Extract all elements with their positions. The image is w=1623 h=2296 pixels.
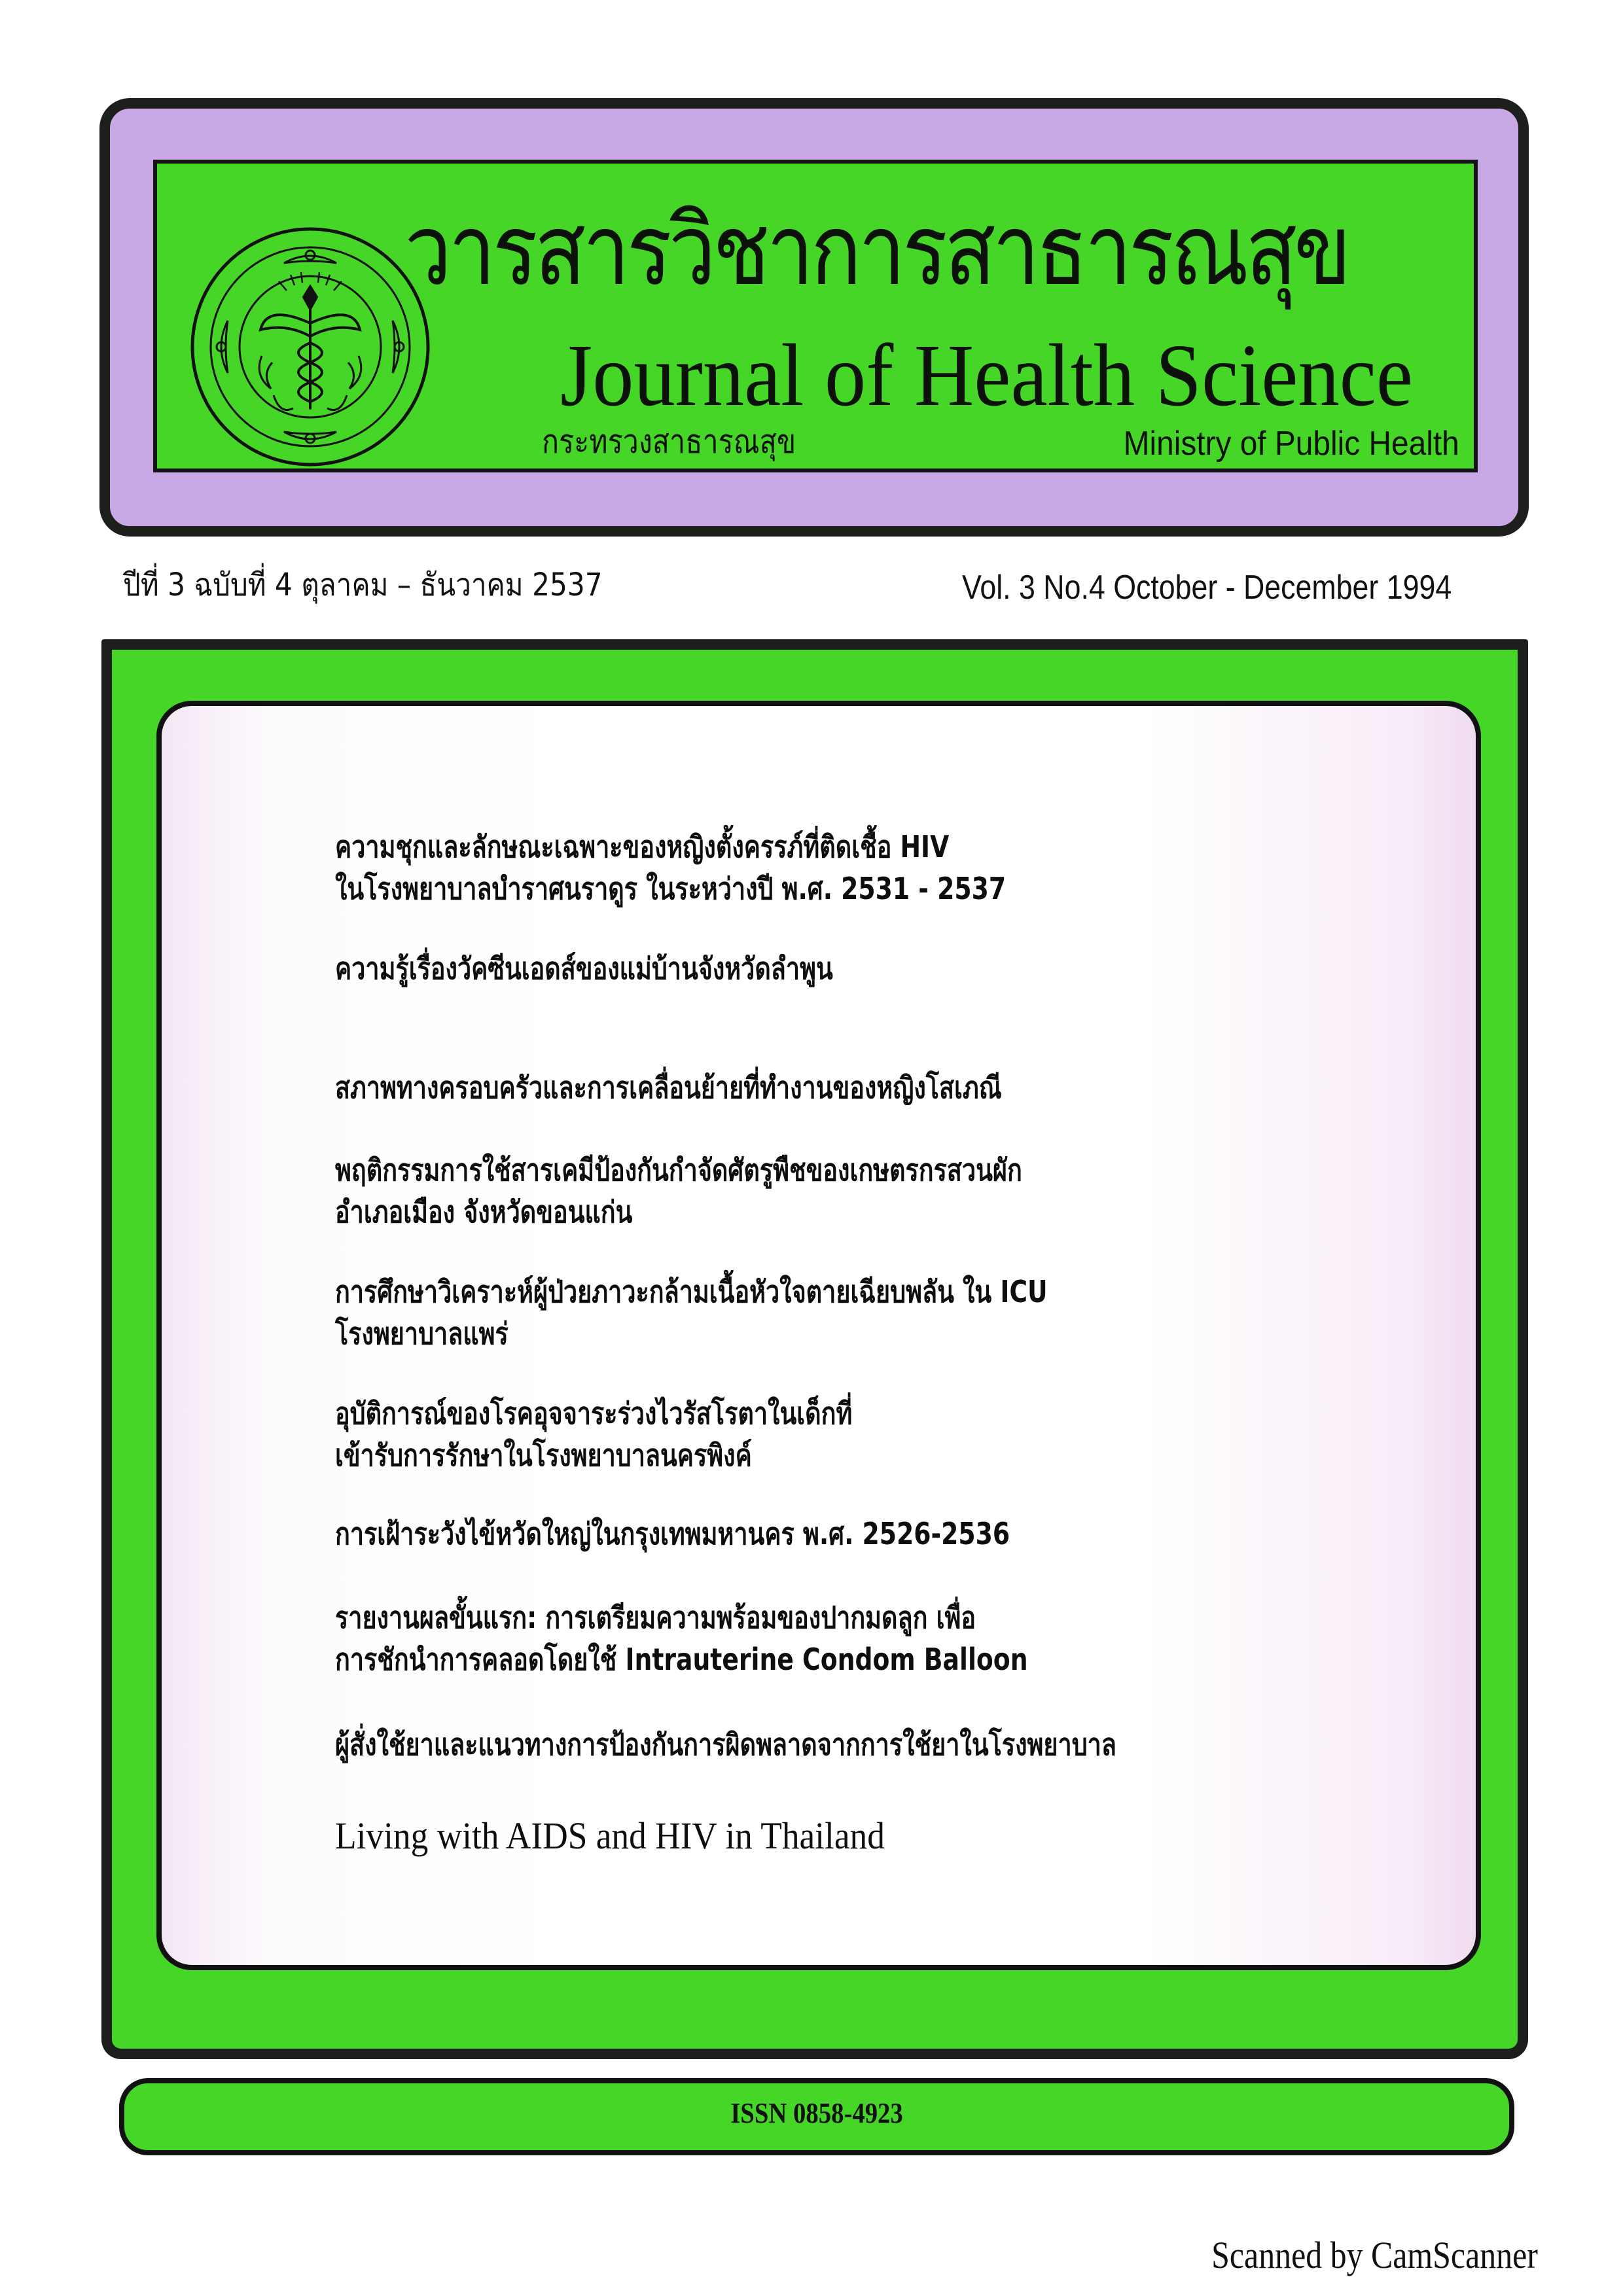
journal-title-thai: วารสารวิชาการสาธารณสุข (404, 194, 1348, 308)
issue-info-thai: ปีที่ 3 ฉบับที่ 4 ตุลาคม – ธันวาคม 2537 (123, 567, 603, 603)
issn-number: ISSN 0858-4923 (730, 2097, 903, 2129)
article-title: อุบัติการณ์ของโรคอุจจาระร่วงไวรัสโรตาในเด็กที่ เข้ารับการรักษาในโรงพยาบาลนครพิงค์ (335, 1396, 853, 1473)
publisher-thai: กระทรวงสาธารณสุข (542, 423, 796, 461)
masthead-panel (153, 160, 1478, 472)
article-title: รายงานผลขั้นแรก: การเตรียมความพร้อมของปากมดลูก เพื่อ การชักนำการคลอดโดยใช้ Intrauterine Condom Balloon (335, 1600, 1028, 1677)
issue-info-english: Vol. 3 No.4 October - December 1994 (962, 569, 1452, 607)
article-title: การเฝ้าระวังไข้หวัดใหญ่ในกรุงเทพมหานคร พ.ศ. 2526-2536 (335, 1516, 1010, 1551)
article-title: ความรู้เรื่องวัคซีนเอดส์ของแม่บ้านจังหวัดลำพูน (335, 951, 833, 986)
journal-title-english: Journal of Health Science (560, 327, 1413, 425)
article-title: พฤติกรรมการใช้สารเคมีป้องกันกำจัดศัตรูพืชของเกษตรกรสวนผัก อำเภอเมือง จังหวัดขอนแก่น (335, 1152, 1022, 1229)
issn-band (119, 2078, 1514, 2155)
masthead (99, 98, 1529, 537)
article-title: ผู้สั่งใช้ยาและแนวทางการป้องกันการผิดพลาดจากการใช้ยาในโรงพยาบาล (335, 1727, 1116, 1762)
article-title: การศึกษาวิเคราะห์ผู้ป่วยภาวะกล้ามเนื้อหัวใจตายเฉียบพลัน ใน ICU โรงพยาบาลแพร่ (335, 1274, 1048, 1351)
ministry-seal-icon (188, 225, 432, 468)
scanner-watermark: Scanned by CamScanner (1211, 2234, 1538, 2276)
publisher-english: Ministry of Public Health (1123, 425, 1459, 463)
article-title: ความชุกและลักษณะเฉพาะของหญิงตั้งครรภ์ที่ติดเชื้อ HIV ในโรงพยาบาลบำราศนราดูร ในระหว่างปี พ.ศ. 2531 - 2537 (335, 829, 1007, 906)
article-title: Living with AIDS and HIV in Thailand (335, 1814, 885, 1857)
article-title: สภาพทางครอบครัวและการเคลื่อนย้ายที่ทำงานของหญิงโสเภณี (335, 1070, 1002, 1105)
